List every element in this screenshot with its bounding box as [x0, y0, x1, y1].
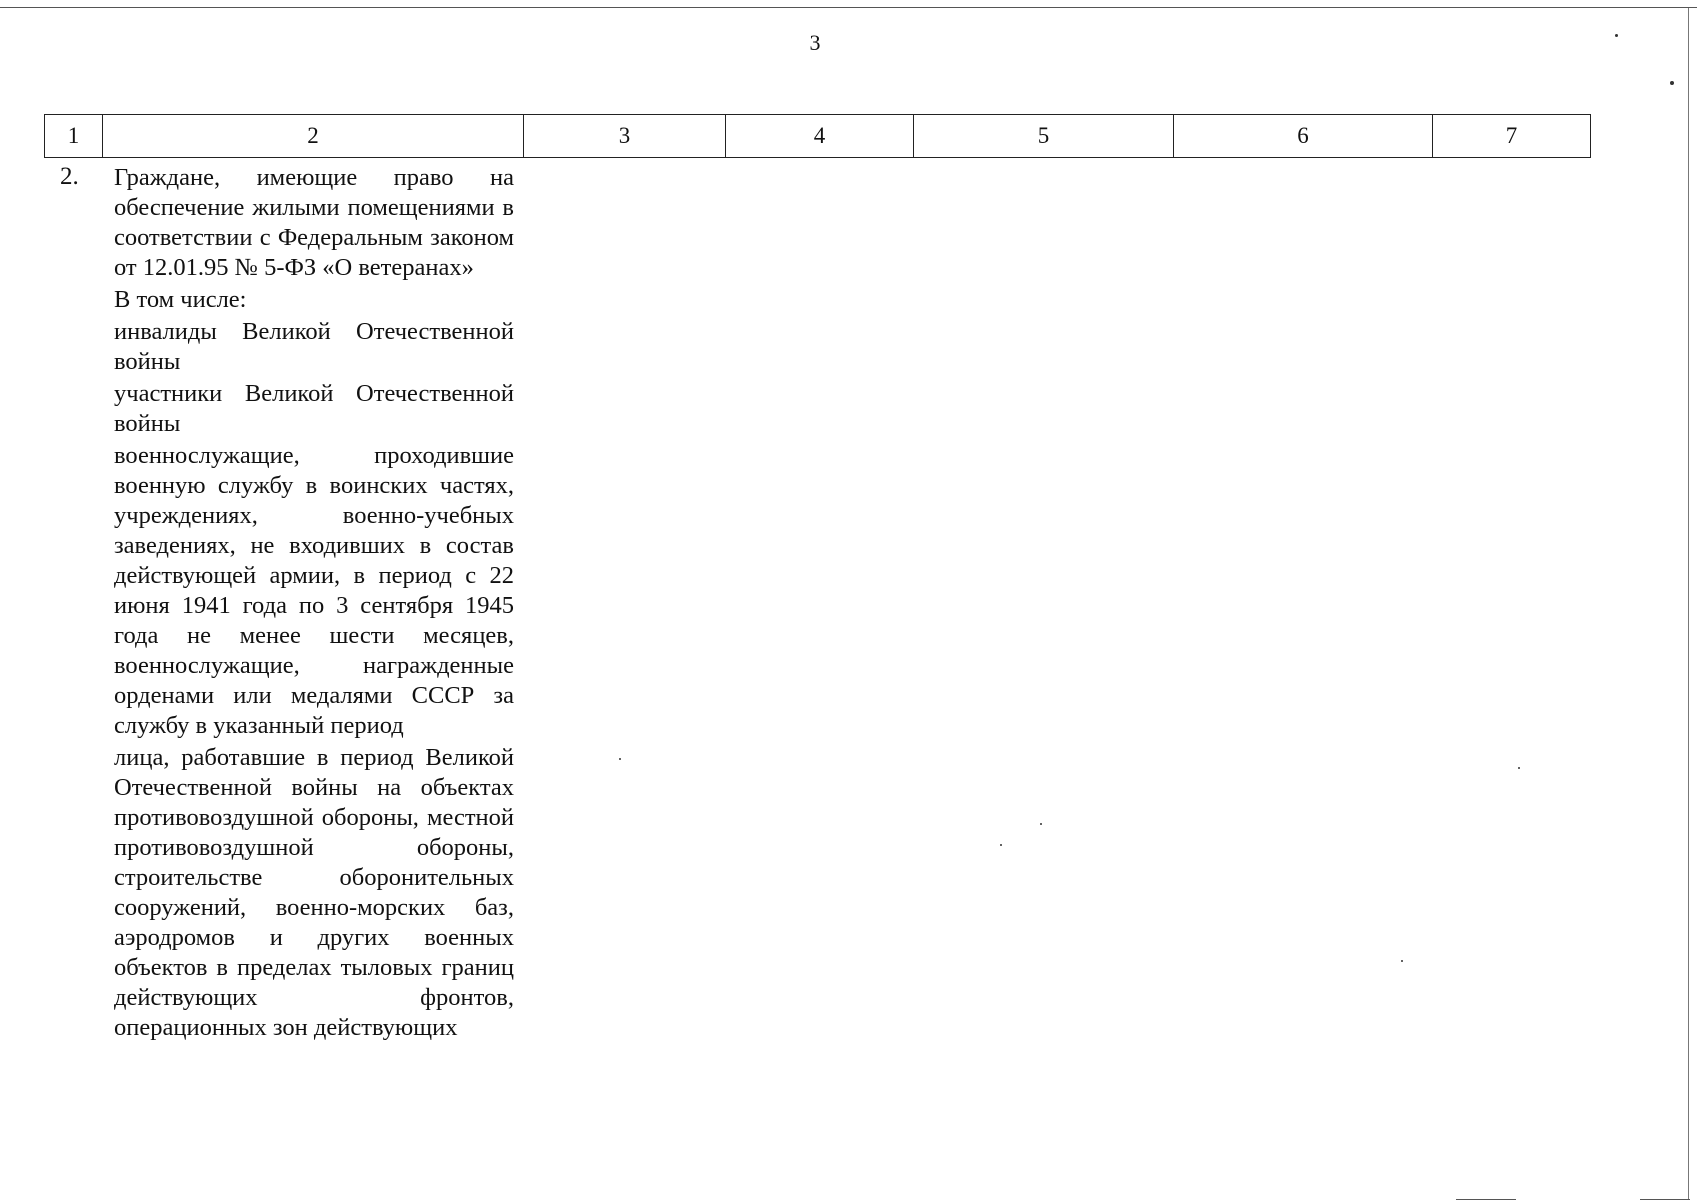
- column-number-cell: 3: [524, 115, 726, 158]
- scan-speck: [1670, 81, 1674, 85]
- scan-speck: [1000, 844, 1002, 846]
- description-paragraph: В том числе:: [114, 286, 247, 313]
- column-number-cell: 4: [726, 115, 914, 158]
- scan-speck: [1615, 34, 1618, 37]
- description-paragraph: военнослужащие, проходившие военную службу в воинских частях, учреждениях, военно-учебных заведениях, не входивших в состав действующей армии, в период с 22 июня 1941 года по 3 сентября 1945 года не менее шести месяцев, военнослужащие, награжденные орденами или медалями СССР за службу в указанный период: [114, 442, 514, 739]
- column-number-cell: 7: [1433, 115, 1591, 158]
- row-description: [114, 163, 514, 1045]
- header-row: [45, 115, 1591, 158]
- description-paragraph: Граждане, имеющие право на обеспечение жилыми помещениями в соответствии с Федеральным законом от 12.01.95 № 5-ФЗ «О ветеранах»: [114, 164, 514, 281]
- scan-speck: [1040, 823, 1042, 825]
- row-number: 2.: [60, 163, 79, 190]
- column-number-cell: 1: [45, 115, 103, 158]
- description-paragraph: лица, работавшие в период Великой Отечественной войны на объектах противовоздушной обороны, местной противовоздушной обороны, строительстве оборонительных сооружений, военно-морских баз, аэродромов и других военных объектов в пределах тыловых границ действующих фронтов, операционных зон действующих: [114, 744, 514, 1041]
- column-number-cell: 6: [1174, 115, 1433, 158]
- column-number-cell: 2: [103, 115, 524, 158]
- right-border-line: [1688, 8, 1689, 1200]
- scan-speck: [1518, 767, 1520, 769]
- description-paragraph: участники Великой Отечественной войны: [114, 380, 514, 437]
- page-number: 3: [809, 30, 821, 55]
- top-border-line: [0, 7, 1697, 8]
- scan-speck: [619, 758, 621, 760]
- scan-speck: [1401, 960, 1403, 962]
- column-number-header: [44, 114, 1591, 158]
- description-paragraph: инвалиды Великой Отечественной войны: [114, 318, 514, 375]
- column-number-cell: 5: [914, 115, 1174, 158]
